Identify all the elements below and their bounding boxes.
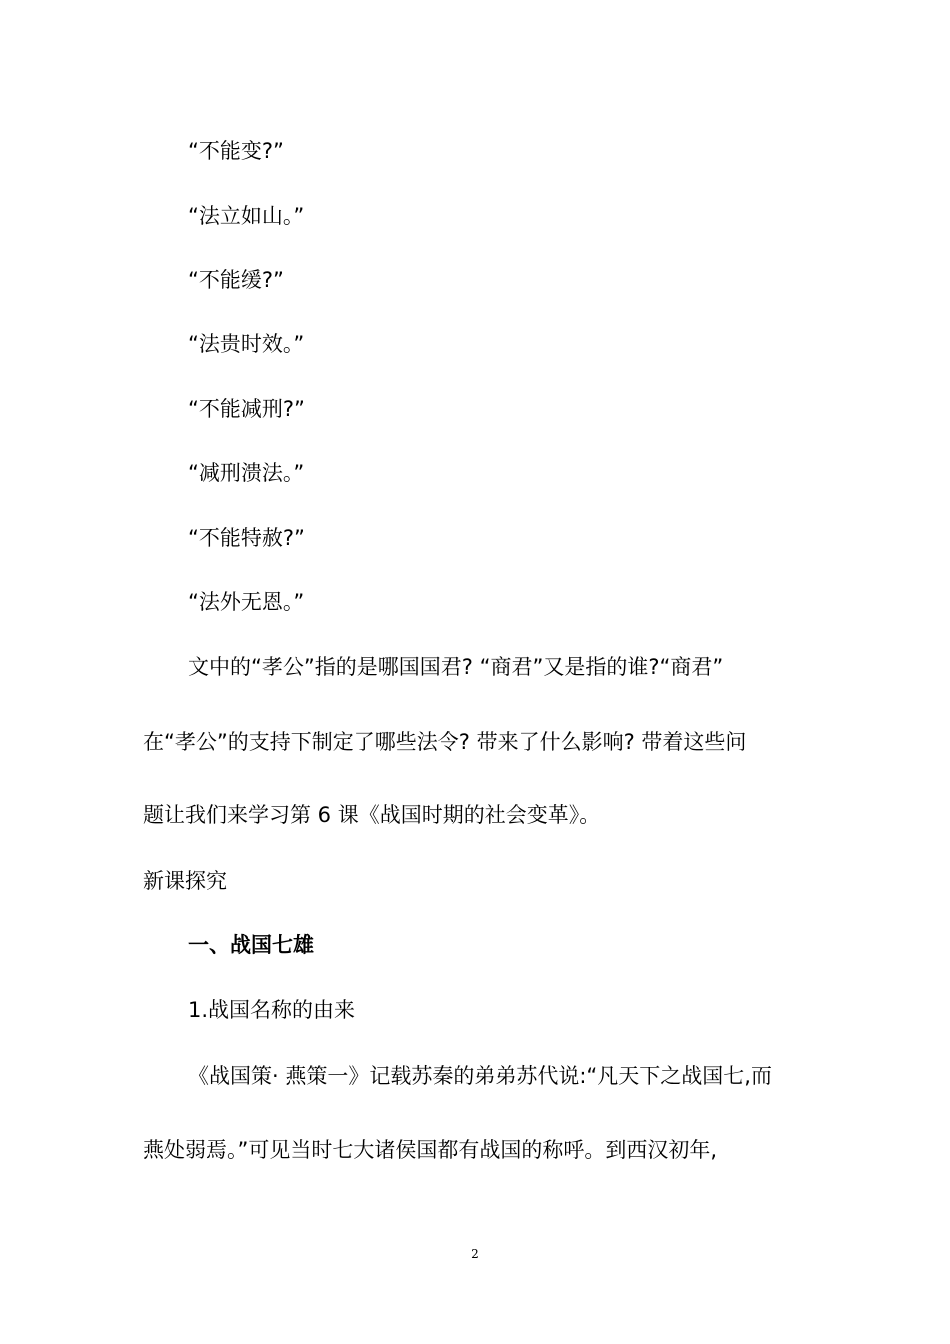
- intro-paragraph-line: 题让我们来学习第 6 课《战国时期的社会变革》。: [143, 803, 601, 827]
- dialogue-line: “不能特赦?”: [188, 526, 305, 550]
- body-paragraph-line: 燕处弱焉。”可见当时七大诸侯国都有战国的称呼。到西汉初年,: [143, 1138, 718, 1162]
- intro-paragraph-line: 在“孝公”的支持下制定了哪些法令? 带来了什么影响? 带着这些问: [143, 730, 747, 754]
- dialogue-line: “法贵时效。”: [188, 332, 305, 356]
- subheading: 1.战国名称的由来: [188, 998, 356, 1022]
- section-label: 新课探究: [143, 869, 227, 893]
- dialogue-line: “不能减刑?”: [188, 397, 305, 421]
- dialogue-line: “不能缓?”: [188, 268, 284, 292]
- page-number: 2: [471, 1247, 479, 1261]
- section-heading: 一、战国七雄: [188, 933, 314, 957]
- dialogue-line: “不能变?”: [188, 139, 284, 163]
- dialogue-line: “法立如山。”: [188, 204, 305, 228]
- body-paragraph-line: 《战国策· 燕策一》记载苏秦的弟弟苏代说:“凡天下之战国七,而: [188, 1064, 772, 1088]
- dialogue-line: “法外无恩。”: [188, 590, 305, 614]
- dialogue-line: “减刑溃法。”: [188, 461, 305, 485]
- intro-paragraph-line: 文中的“孝公”指的是哪国国君? “商君”又是指的谁?“商君”: [188, 655, 724, 679]
